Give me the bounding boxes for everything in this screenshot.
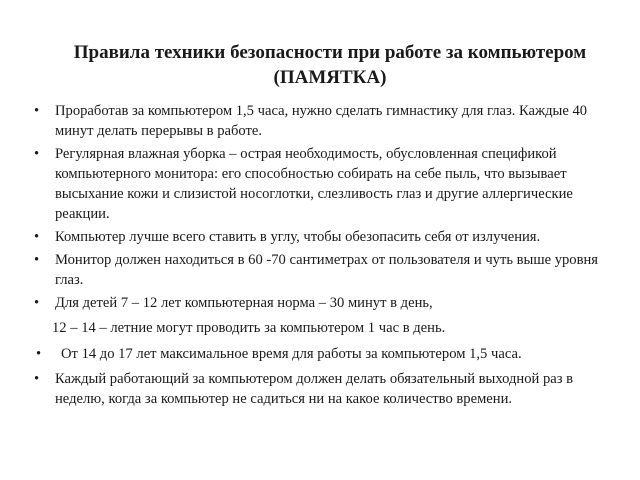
title-line-1: Правила техники безопасности при работе за компьютером xyxy=(73,42,587,63)
list-item xyxy=(34,369,614,409)
list-item xyxy=(34,101,614,141)
list-item xyxy=(34,227,614,247)
bullet-icon: • xyxy=(34,146,40,162)
list-item xyxy=(34,250,614,290)
list-continuation-line: 12 – 14 – летние могут проводить за компьютером 1 час в день. xyxy=(52,320,446,336)
bullet-icon: • xyxy=(36,346,42,362)
list-item-text: Компьютер лучше всего ставить в углу, чтобы обезопасить себя от излучения. xyxy=(55,229,541,245)
list-item-text: Монитор должен находиться в 60 -70 сантиметрах от пользователя и чуть выше уровня глаз. xyxy=(55,252,599,288)
list-item-text: Регулярная влажная уборка – острая необходимость, обусловленная спецификой компьютерного монитора: его способностью собирать на себе пыль, что вызывает высыхание кожи и слизистой носоглотки, слезливость глаз и другие аллергические реакции. xyxy=(55,146,573,222)
title-line-2: (ПАМЯТКА) xyxy=(273,67,387,88)
bullet-icon: • xyxy=(34,252,40,268)
page-title xyxy=(40,40,620,90)
list-item xyxy=(34,144,614,224)
list-item-text: Для детей 7 – 12 лет компьютерная норма – 30 минут в день, xyxy=(55,295,433,311)
bullet-icon: • xyxy=(34,229,40,245)
bullet-icon: • xyxy=(34,103,40,119)
list-item-text: Проработав за компьютером 1,5 часа, нужно сделать гимнастику для глаз. Каждые 40 минут делать перерывы в работе. xyxy=(55,103,588,139)
list-item-text: Каждый работающий за компьютером должен делать обязательный выходной раз в неделю, когда за компьютер не садиться ни на какое количество времени. xyxy=(55,371,574,407)
list-item-text: От 14 до 17 лет максимальное время для работы за компьютером 1,5 часа. xyxy=(61,346,522,362)
bullet-icon: • xyxy=(34,295,40,311)
rules-list xyxy=(34,101,614,412)
list-item xyxy=(34,293,614,313)
bullet-icon: • xyxy=(34,371,40,387)
list-item-teen xyxy=(34,344,614,364)
